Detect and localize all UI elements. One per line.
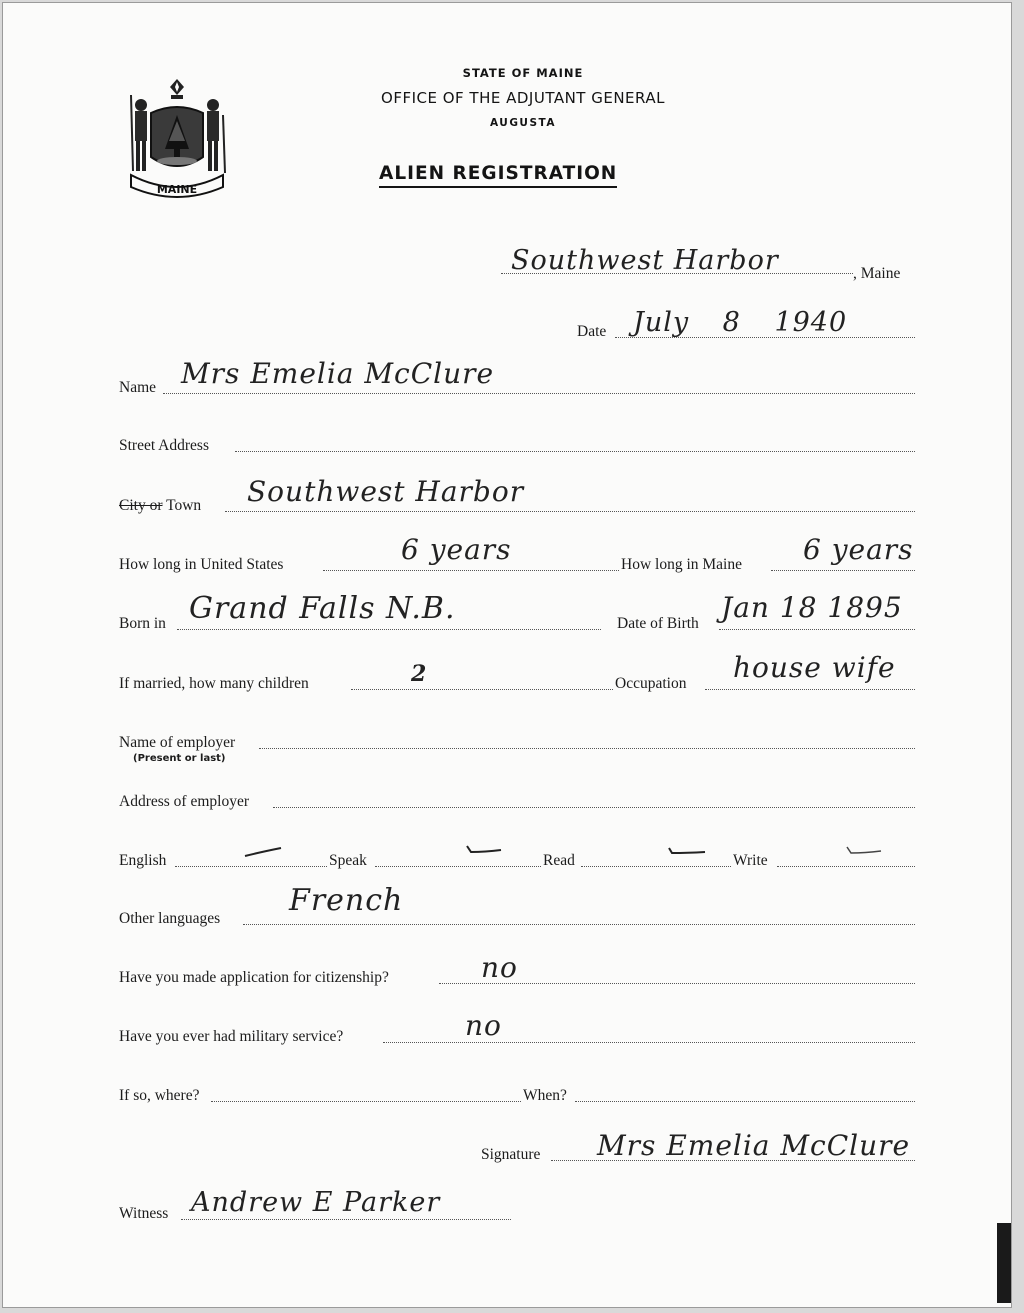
employer-address-label: Address of employer <box>119 793 249 810</box>
date-of-birth-label: Date of Birth <box>617 615 699 632</box>
scan-edge <box>997 1223 1011 1303</box>
registration-form-page <box>2 2 1012 1308</box>
where-label: If so, where? <box>119 1087 200 1104</box>
write-checkmark[interactable] <box>845 844 885 856</box>
born-in-value[interactable]: Grand Falls N.B. <box>189 591 456 626</box>
citizenship-label: Have you made application for citizenship? <box>119 969 389 986</box>
signature-label: Signature <box>481 1146 541 1163</box>
employer-sublabel: (Present or last) <box>133 753 226 764</box>
born-in-label: Born in <box>119 615 166 632</box>
read-checkmark[interactable] <box>667 844 707 856</box>
town-text: Town <box>162 497 202 514</box>
military-value[interactable]: no <box>465 1009 502 1042</box>
city-or-town-value[interactable]: Southwest Harbor <box>247 475 525 508</box>
occupation-label: Occupation <box>615 675 687 692</box>
city-struck-text: City or <box>119 497 163 514</box>
location-value[interactable]: Southwest Harbor <box>511 245 779 276</box>
speak-checkmark[interactable] <box>465 844 505 856</box>
employer-label: Name of employer <box>119 734 236 751</box>
english-checkmark[interactable] <box>243 846 283 858</box>
citizenship-value[interactable]: no <box>481 951 518 984</box>
date-label: Date <box>577 323 607 340</box>
header-city: AUGUSTA <box>489 117 556 129</box>
form-title: ALIEN REGISTRATION <box>379 163 617 188</box>
years-maine-label: How long in Maine <box>621 556 742 573</box>
witness-value[interactable]: Andrew E Parker <box>191 1187 441 1218</box>
name-label: Name <box>119 379 157 396</box>
write-label: Write <box>733 852 768 869</box>
street-address-label: Street Address <box>119 437 209 454</box>
military-label: Have you ever had military service? <box>119 1028 344 1045</box>
header-state: STATE OF MAINE <box>462 66 584 80</box>
children-value[interactable]: 2 <box>411 661 428 687</box>
speak-label: Speak <box>329 852 367 869</box>
name-value[interactable]: Mrs Emelia McClure <box>181 357 495 390</box>
witness-label: Witness <box>119 1205 169 1222</box>
when-label: When? <box>523 1087 567 1104</box>
date-of-birth-value[interactable]: Jan 18 1895 <box>721 591 903 624</box>
years-us-value[interactable]: 6 years <box>401 533 512 566</box>
maine-state-seal <box>121 75 233 205</box>
children-label: If married, how many children <box>119 675 309 692</box>
signature-value[interactable]: Mrs Emelia McClure <box>597 1129 911 1162</box>
other-languages-label: Other languages <box>119 910 221 927</box>
occupation-value[interactable]: house wife <box>733 651 896 684</box>
english-label: English <box>119 852 167 869</box>
header-office: OFFICE OF THE ADJUTANT GENERAL <box>381 89 665 107</box>
date-value[interactable]: July 8 1940 <box>633 307 848 338</box>
location-suffix: , Maine <box>853 265 901 282</box>
years-maine-value[interactable]: 6 years <box>803 533 914 566</box>
seal-banner-text: MAINE <box>156 183 198 196</box>
years-us-label: How long in United States <box>119 556 284 573</box>
other-languages-value[interactable]: French <box>289 883 404 918</box>
read-label: Read <box>543 852 575 869</box>
city-or-town-label <box>119 497 201 515</box>
